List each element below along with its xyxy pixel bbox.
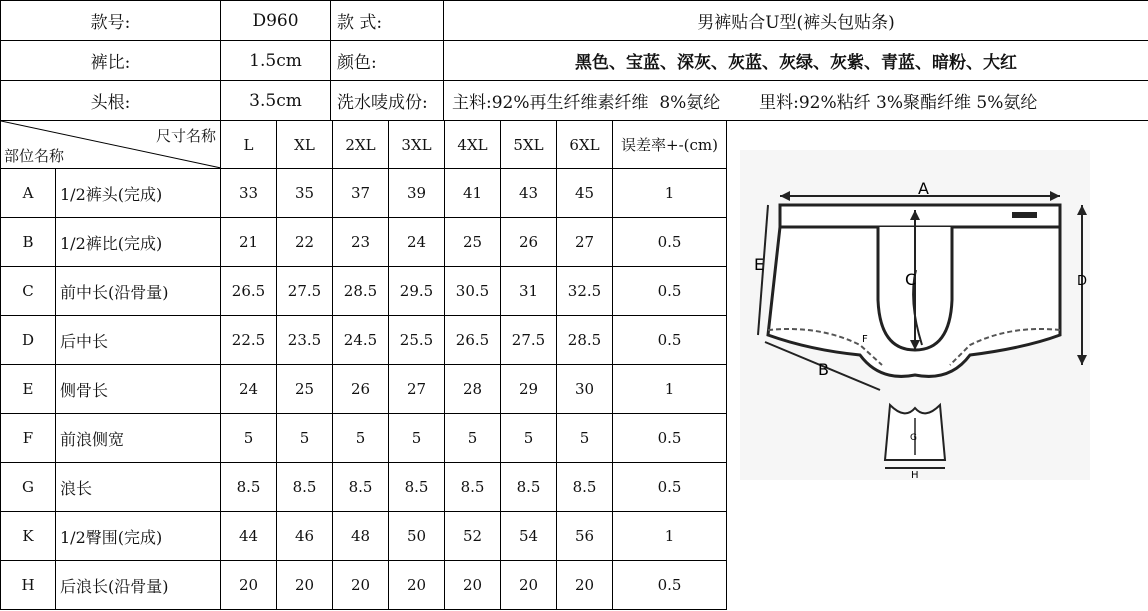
row-part-name: 后中长 xyxy=(56,316,221,365)
size-value: 8.5 xyxy=(277,463,333,512)
table-row xyxy=(1,267,727,316)
diagram-label-h: H xyxy=(911,470,919,480)
style-no-label: 款号: xyxy=(1,1,221,41)
size-body xyxy=(1,169,727,610)
size-value: 44 xyxy=(221,512,277,561)
size-value: 20 xyxy=(333,561,389,610)
size-table xyxy=(0,120,727,610)
diagram-label-c: C xyxy=(905,270,917,289)
size-value: 32.5 xyxy=(557,267,613,316)
size-value: 35 xyxy=(277,169,333,218)
table-row xyxy=(1,463,727,512)
size-header-xl: XL xyxy=(277,121,333,169)
size-header-3xl: 3XL xyxy=(389,121,445,169)
row-tolerance: 0.5 xyxy=(613,267,727,316)
rise-label: 裤比: xyxy=(1,41,221,81)
size-value: 8.5 xyxy=(389,463,445,512)
underwear-drawing xyxy=(740,150,1090,480)
wash-label: 洗水唛成份: xyxy=(331,81,444,121)
size-header-6xl: 6XL xyxy=(557,121,613,169)
size-value: 27.5 xyxy=(277,267,333,316)
size-header-2xl: 2XL xyxy=(333,121,389,169)
size-value: 22 xyxy=(277,218,333,267)
size-value: 21 xyxy=(221,218,277,267)
size-value: 25.5 xyxy=(389,316,445,365)
row-tolerance: 1 xyxy=(613,512,727,561)
size-value: 41 xyxy=(445,169,501,218)
header-row-style xyxy=(1,1,1148,41)
waistband-label: 头根: xyxy=(1,81,221,121)
corner-top-label: 尺寸名称 xyxy=(155,127,216,145)
diagram-label-f: F xyxy=(862,334,868,345)
row-part-name: 前中长(沿骨量) xyxy=(56,267,221,316)
diagram-label-b: B xyxy=(818,360,829,379)
size-value: 46 xyxy=(277,512,333,561)
fabric-lining: 里料:92%粘纤 3%聚酯纤维 5%氨纶 xyxy=(759,93,1038,113)
size-value: 33 xyxy=(221,169,277,218)
table-row xyxy=(1,169,727,218)
size-value: 26.5 xyxy=(445,316,501,365)
size-value: 50 xyxy=(389,512,445,561)
table-row xyxy=(1,414,727,463)
size-value: 24.5 xyxy=(333,316,389,365)
corner-cell xyxy=(1,121,221,169)
size-value: 23 xyxy=(333,218,389,267)
row-part-name: 1/2裤头(完成) xyxy=(56,169,221,218)
size-value: 27.5 xyxy=(501,316,557,365)
size-value: 43 xyxy=(501,169,557,218)
size-header-row xyxy=(1,121,727,169)
size-value: 27 xyxy=(557,218,613,267)
size-value: 56 xyxy=(557,512,613,561)
size-value: 26 xyxy=(501,218,557,267)
size-value: 30 xyxy=(557,365,613,414)
size-value: 52 xyxy=(445,512,501,561)
size-value: 5 xyxy=(277,414,333,463)
size-value: 26 xyxy=(333,365,389,414)
row-code: K xyxy=(1,512,56,561)
size-value: 8.5 xyxy=(445,463,501,512)
header-table xyxy=(0,0,1148,121)
size-value: 24 xyxy=(221,365,277,414)
garment-diagram xyxy=(740,150,1090,480)
size-value: 5 xyxy=(557,414,613,463)
header-row-fabric xyxy=(1,81,1148,121)
size-value: 29.5 xyxy=(389,267,445,316)
row-tolerance: 0.5 xyxy=(613,316,727,365)
size-value: 20 xyxy=(445,561,501,610)
row-code: E xyxy=(1,365,56,414)
size-value: 28.5 xyxy=(333,267,389,316)
size-value: 37 xyxy=(333,169,389,218)
size-value: 54 xyxy=(501,512,557,561)
rise-value: 1.5cm xyxy=(221,41,331,81)
size-value: 20 xyxy=(501,561,557,610)
size-value: 39 xyxy=(389,169,445,218)
size-value: 24 xyxy=(389,218,445,267)
size-value: 5 xyxy=(389,414,445,463)
style-no-value: D960 xyxy=(221,1,331,41)
size-value: 48 xyxy=(333,512,389,561)
row-tolerance: 0.5 xyxy=(613,218,727,267)
row-code: A xyxy=(1,169,56,218)
size-value: 20 xyxy=(221,561,277,610)
table-row xyxy=(1,365,727,414)
row-part-name: 1/2裤比(完成) xyxy=(56,218,221,267)
row-part-name: 1/2臀围(完成) xyxy=(56,512,221,561)
size-header-4xl: 4XL xyxy=(445,121,501,169)
diagram-label-e: E xyxy=(754,255,765,274)
size-value: 8.5 xyxy=(557,463,613,512)
row-tolerance: 1 xyxy=(613,169,727,218)
size-header-5xl: 5XL xyxy=(501,121,557,169)
size-header-l: L xyxy=(221,121,277,169)
table-row xyxy=(1,561,727,610)
row-part-name: 浪长 xyxy=(56,463,221,512)
table-row xyxy=(1,316,727,365)
size-value: 29 xyxy=(501,365,557,414)
size-value: 20 xyxy=(277,561,333,610)
row-tolerance: 0.5 xyxy=(613,414,727,463)
row-code: C xyxy=(1,267,56,316)
row-code: F xyxy=(1,414,56,463)
size-value: 20 xyxy=(389,561,445,610)
size-value: 45 xyxy=(557,169,613,218)
size-value: 31 xyxy=(501,267,557,316)
row-part-name: 后浪长(沿骨量) xyxy=(56,561,221,610)
waistband-value: 3.5cm xyxy=(221,81,331,121)
size-value: 25 xyxy=(445,218,501,267)
row-tolerance: 0.5 xyxy=(613,463,727,512)
size-value: 8.5 xyxy=(221,463,277,512)
size-value: 5 xyxy=(501,414,557,463)
tolerance-header: 误差率+-(cm) xyxy=(613,121,727,169)
size-value: 28.5 xyxy=(557,316,613,365)
size-value: 5 xyxy=(445,414,501,463)
fabric-composition xyxy=(444,81,1148,121)
row-tolerance: 0.5 xyxy=(613,561,727,610)
style-label: 款 式: xyxy=(331,1,444,41)
size-value: 5 xyxy=(221,414,277,463)
table-row xyxy=(1,218,727,267)
row-code: D xyxy=(1,316,56,365)
size-value: 8.5 xyxy=(333,463,389,512)
size-value: 30.5 xyxy=(445,267,501,316)
diagram-label-a: A xyxy=(918,179,929,198)
row-tolerance: 1 xyxy=(613,365,727,414)
row-code: G xyxy=(1,463,56,512)
diagram-label-d: D xyxy=(1077,274,1088,289)
header-row-color xyxy=(1,41,1148,81)
size-value: 28 xyxy=(445,365,501,414)
diagram-label-g: G xyxy=(910,433,917,443)
size-value: 25 xyxy=(277,365,333,414)
size-value: 22.5 xyxy=(221,316,277,365)
corner-bottom-label: 部位名称 xyxy=(4,147,65,165)
size-value: 27 xyxy=(389,365,445,414)
row-code: B xyxy=(1,218,56,267)
row-part-name: 前浪侧宽 xyxy=(56,414,221,463)
size-value: 20 xyxy=(557,561,613,610)
table-row xyxy=(1,512,727,561)
style-value: 男裤贴合U型(裤头包贴条) xyxy=(444,1,1148,41)
size-value: 5 xyxy=(333,414,389,463)
size-value: 23.5 xyxy=(277,316,333,365)
row-part-name: 侧骨长 xyxy=(56,365,221,414)
size-value: 8.5 xyxy=(501,463,557,512)
color-label: 颜色: xyxy=(331,41,444,81)
fabric-main: 主料:92%再生纤维素纤维 8%氨纶 xyxy=(452,93,721,113)
size-value: 26.5 xyxy=(221,267,277,316)
color-list: 黑色、宝蓝、深灰、灰蓝、灰绿、灰紫、青蓝、暗粉、大红 xyxy=(444,41,1148,81)
row-code: H xyxy=(1,561,56,610)
